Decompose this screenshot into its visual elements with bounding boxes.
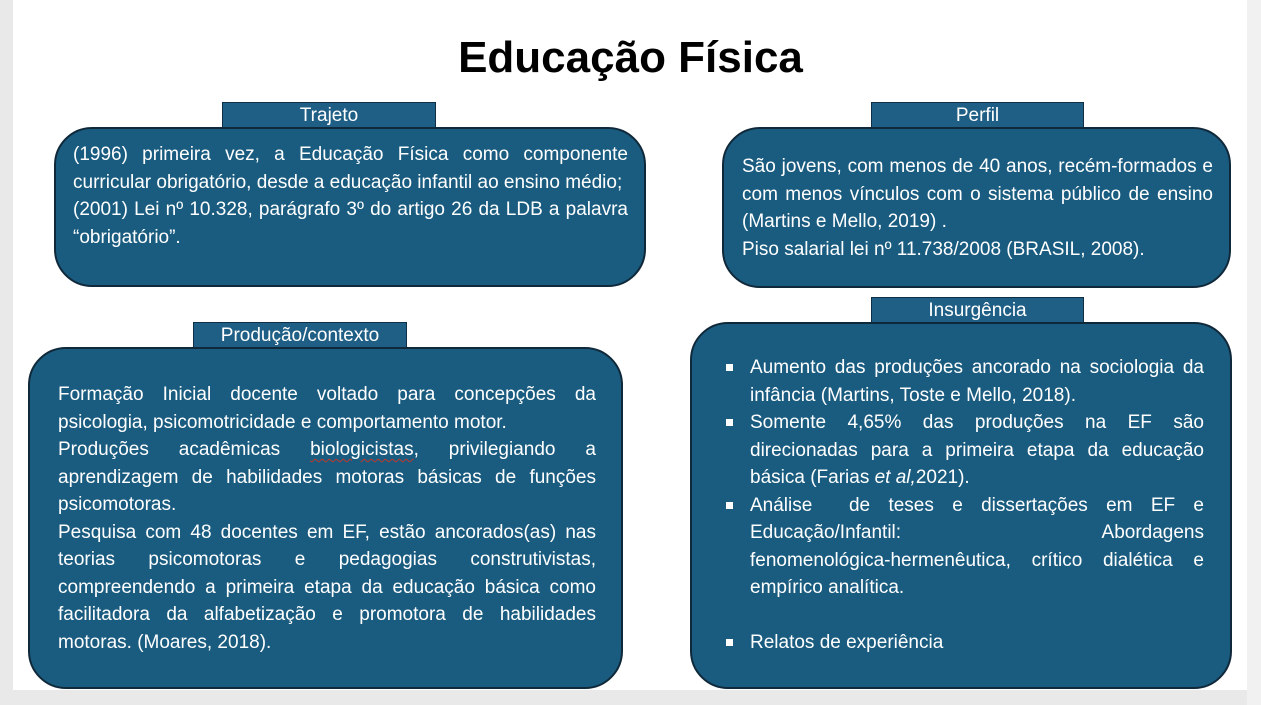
insurgencia-card (690, 322, 1232, 689)
list-item: Análise de teses e dissertações em EF e Educação/Infantil: Abordagens fenomenológica-hermenêutica, crítico dialética e empírico analítica. (722, 492, 1204, 602)
producao-card (28, 347, 623, 689)
spellcheck-flagged-word[interactable]: biologicistas (310, 439, 414, 460)
producao-text-1: Formação Inicial docente voltado para concepções da psicologia, psicomotricidade e comportamento motor. (58, 384, 596, 433)
producao-text-2-end: , privilegiando a aprendizagem de habilidades motoras básicas de funções psicomotoras. (58, 439, 596, 515)
perfil-text-1: São jovens, com menos de 40 anos, recém-formados e com menos vínculos com o sistema público de ensino (Martins e Mello, 2019) . (742, 156, 1213, 232)
perfil-label: Perfil (871, 102, 1084, 128)
list-item: Relatos de experiência (722, 629, 1204, 657)
trajeto-text-2: (2001) Lei nº 10.328, parágrafo 3º do artigo 26 da LDB a palavra “obrigatório”. (73, 199, 628, 248)
list-item: Aumento das produções ancorado na sociologia da infância (Martins, Toste e Mello, 2018). (722, 354, 1204, 409)
item2-italic: et al, (874, 467, 916, 488)
perfil-card (722, 127, 1231, 288)
trajeto-text-1: (1996) primeira vez, a Educação Física como componente curricular obrigatório, desde a educação infantil ao ensino médio; (73, 144, 628, 193)
perfil-text-2: Piso salarial lei nº 11.738/2008 (BRASIL, 2008). (742, 238, 1145, 260)
insurgencia-list (722, 354, 1210, 656)
insurgencia-label: Insurgência (871, 297, 1084, 323)
producao-text-2 (58, 436, 596, 519)
trajeto-card (54, 127, 646, 287)
scrollbar[interactable] (1247, 0, 1261, 705)
producao-text-3: Pesquisa com 48 docentes em EF, estão ancorados(as) nas teorias psicomotoras e pedagogias construtivistas, compreendendo a primeira etapa da educação básica como facilitadora da alfabetização e promotora de habilidades motoras. (Moares, 2018). (58, 521, 596, 653)
slide-title: Educação Física (458, 33, 803, 82)
producao-text-2-start: Produções acadêmicas (58, 439, 311, 460)
item2-end: 2021). (915, 467, 970, 488)
producao-label: Produção/contexto (193, 322, 407, 348)
item2-start: Somente 4,65% das produções na EF são direcionadas para a primeira etapa da educação básica (Farias (750, 412, 1204, 488)
trajeto-label: Trajeto (222, 102, 436, 128)
list-item (722, 409, 1204, 492)
